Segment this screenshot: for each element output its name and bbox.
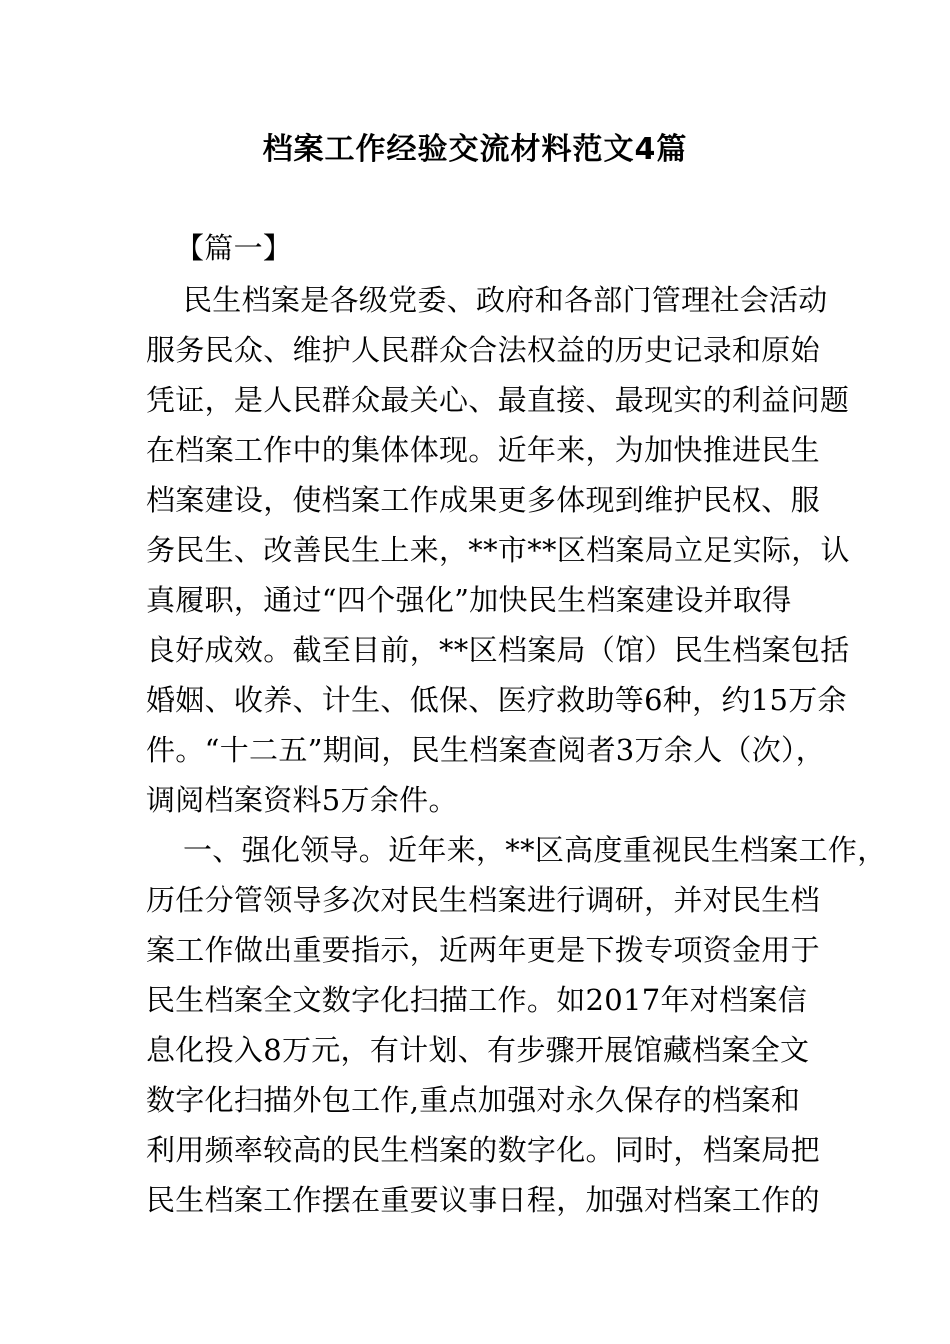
paragraph-line: 良好成效。截至目前，**区档案局（馆）民生档案包括: [146, 633, 850, 667]
paragraph-line: 凭证，是人民群众最关心、最直接、最现实的利益问题: [146, 383, 850, 417]
paragraph-line: 婚姻、收养、计生、低保、医疗救助等6种，约15万余: [146, 683, 847, 717]
paragraph-line: 真履职，通过“四个强化”加快民生档案建设并取得: [146, 583, 792, 617]
paragraph-line: 务民生、改善民生上来，**市**区档案局立足实际，认: [146, 533, 850, 567]
paragraph-line: 调阅档案资料5万余件。: [146, 783, 458, 817]
paragraph-line: 在档案工作中的集体体现。近年来，为加快推进民生: [146, 433, 820, 467]
section-heading: 【篇一】: [175, 231, 293, 265]
paragraph-line: 数字化扫描外包工作,重点加强对永久保存的档案和: [146, 1083, 801, 1117]
paragraph-line: 民生档案全文数字化扫描工作。如2017年对档案信: [146, 983, 808, 1017]
paragraph-line: 民生档案是各级党委、政府和各部门管理社会活动: [183, 283, 828, 317]
paragraph-line: 利用频率较高的民生档案的数字化。同时，档案局把: [146, 1133, 820, 1167]
document-title: 档案工作经验交流材料范文4篇: [262, 132, 688, 167]
paragraph-line: 历任分管领导多次对民生档案进行调研，并对民生档: [146, 883, 820, 917]
paragraph-line: 息化投入8万元，有计划、有步骤开展馆藏档案全文: [146, 1033, 810, 1067]
paragraph-line: 件。“十二五”期间，民生档案查阅者3万余人（次），: [146, 733, 826, 767]
paragraph-line: 案工作做出重要指示，近两年更是下拨专项资金用于: [146, 933, 820, 967]
paragraph-line: 一、强化领导。近年来，**区高度重视民生档案工作，: [183, 833, 887, 867]
paragraph-line: 档案建设，使档案工作成果更多体现到维护民权、服: [146, 483, 820, 517]
paragraph-line: 民生档案工作摆在重要议事日程，加强对档案工作的: [146, 1183, 820, 1217]
paragraph-line: 服务民众、维护人民群众合法权益的历史记录和原始: [146, 333, 820, 367]
